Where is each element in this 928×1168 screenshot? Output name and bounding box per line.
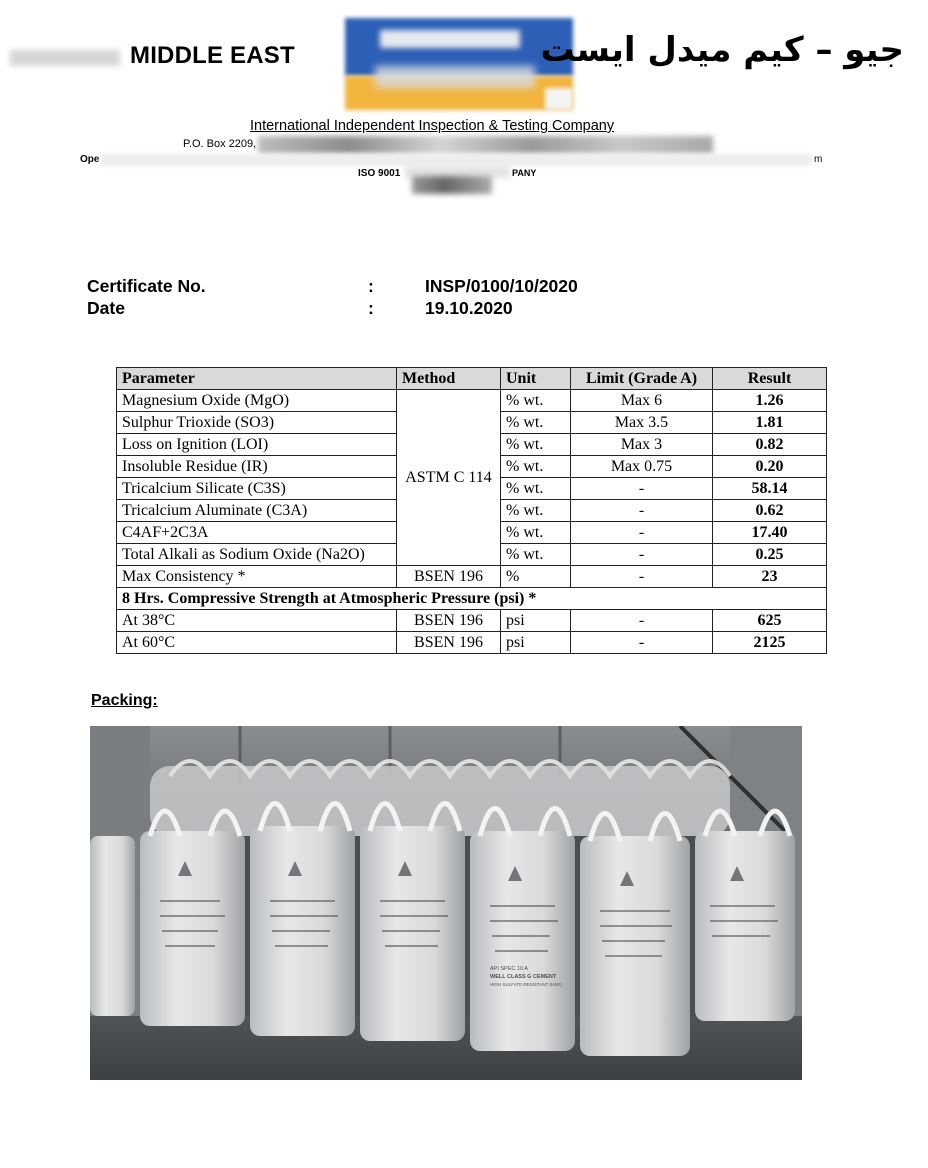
bag-spec-text: API SPEC 10 A [490, 966, 528, 972]
certificate-date-value: 19.10.2020 [425, 298, 513, 318]
email-fragment: m [814, 154, 823, 165]
test-results-table [116, 367, 827, 654]
table-row [117, 390, 827, 412]
result-cell: 0.20 [713, 456, 827, 478]
limit-cell: - [571, 478, 713, 500]
result-cell: 625 [713, 610, 827, 632]
parameter-cell: C4AF+2C3A [117, 522, 397, 544]
operations-fragment: Ope [80, 154, 100, 165]
limit-cell: - [571, 610, 713, 632]
parameter-cell: At 38°C [117, 610, 397, 632]
parameter-cell: Max Consistency * [117, 566, 397, 588]
limit-cell: - [571, 632, 713, 654]
result-cell: 0.62 [713, 500, 827, 522]
result-cell: 17.40 [713, 522, 827, 544]
header-result: Result [713, 368, 827, 390]
parameter-cell: Magnesium Oxide (MgO) [117, 390, 397, 412]
limit-cell: - [571, 500, 713, 522]
method-cell: BSEN 196 [397, 566, 501, 588]
limit-cell: Max 3.5 [571, 412, 713, 434]
certificate-date-separator: : [368, 298, 374, 318]
packing-photo [90, 726, 802, 1080]
parameter-cell: At 60°C [117, 632, 397, 654]
cement-bags-illustration [90, 726, 802, 1080]
result-cell: 58.14 [713, 478, 827, 500]
company-name-ar: جيو – كيم ميدل ايست [540, 30, 904, 70]
table-header-row [117, 368, 827, 390]
company-tagline: International Independent Inspection & Testing Company [250, 118, 615, 134]
header-unit: Unit [501, 368, 571, 390]
limit-cell: - [571, 522, 713, 544]
unit-cell: % wt. [501, 390, 571, 412]
certificate-number-value: INSP/0100/10/2020 [425, 276, 578, 296]
iso-fragment: ISO 9001 [358, 168, 401, 179]
unit-cell: % wt. [501, 522, 571, 544]
certificate-number-label: Certificate No. [87, 276, 206, 296]
result-cell: 1.81 [713, 412, 827, 434]
parameter-cell: Loss on Ignition (LOI) [117, 434, 397, 456]
redacted-address [258, 136, 713, 154]
company-name-en: MIDDLE EAST [130, 42, 295, 69]
parameter-cell: Total Alkali as Sodium Oxide (Na2O) [117, 544, 397, 566]
method-cell: BSEN 196 [397, 610, 501, 632]
unit-cell: % wt. [501, 412, 571, 434]
header-parameter: Parameter [117, 368, 397, 390]
unit-cell: % wt. [501, 434, 571, 456]
table-row [117, 610, 827, 632]
result-cell: 23 [713, 566, 827, 588]
redacted-contact [100, 154, 812, 166]
result-cell: 0.82 [713, 434, 827, 456]
unit-cell: psi [501, 632, 571, 654]
limit-cell: Max 6 [571, 390, 713, 412]
result-cell: 0.25 [713, 544, 827, 566]
header-method: Method [397, 368, 501, 390]
limit-cell: - [571, 544, 713, 566]
header-limit: Limit (Grade A) [571, 368, 713, 390]
company-fragment: PANY [512, 168, 537, 178]
certificate-number-separator: : [368, 276, 374, 296]
parameter-cell: Insoluble Residue (IR) [117, 456, 397, 478]
result-cell: 1.26 [713, 390, 827, 412]
redacted-footer-mark [412, 176, 492, 194]
po-box: P.O. Box 2209, [183, 138, 257, 150]
method-cell: BSEN 196 [397, 632, 501, 654]
unit-cell: psi [501, 610, 571, 632]
parameter-cell: Tricalcium Silicate (C3S) [117, 478, 397, 500]
bag-title-text: WELL CLASS G CEMENT [490, 974, 557, 980]
table-section-row [117, 588, 827, 610]
parameter-cell: Sulphur Trioxide (SO3) [117, 412, 397, 434]
unit-cell: % wt. [501, 500, 571, 522]
table-row [117, 632, 827, 654]
unit-cell: % wt. [501, 478, 571, 500]
method-cell-astm: ASTM C 114 [397, 390, 501, 566]
parameter-cell: Tricalcium Aluminate (C3A) [117, 500, 397, 522]
unit-cell: % [501, 566, 571, 588]
company-logo [345, 18, 573, 110]
packing-label: Packing: [91, 692, 158, 709]
result-cell: 2125 [713, 632, 827, 654]
table-row [117, 566, 827, 588]
compressive-strength-section-title: 8 Hrs. Compressive Strength at Atmospheric Pressure (psi) * [117, 588, 827, 610]
bag-subtitle-text: HIGH SULFATE RESISTANT (HSR) [490, 982, 563, 987]
unit-cell: % wt. [501, 544, 571, 566]
redacted-logo-prefix [10, 50, 120, 66]
limit-cell: Max 3 [571, 434, 713, 456]
limit-cell: Max 0.75 [571, 456, 713, 478]
limit-cell: - [571, 566, 713, 588]
unit-cell: % wt. [501, 456, 571, 478]
certificate-date-label: Date [87, 298, 125, 318]
